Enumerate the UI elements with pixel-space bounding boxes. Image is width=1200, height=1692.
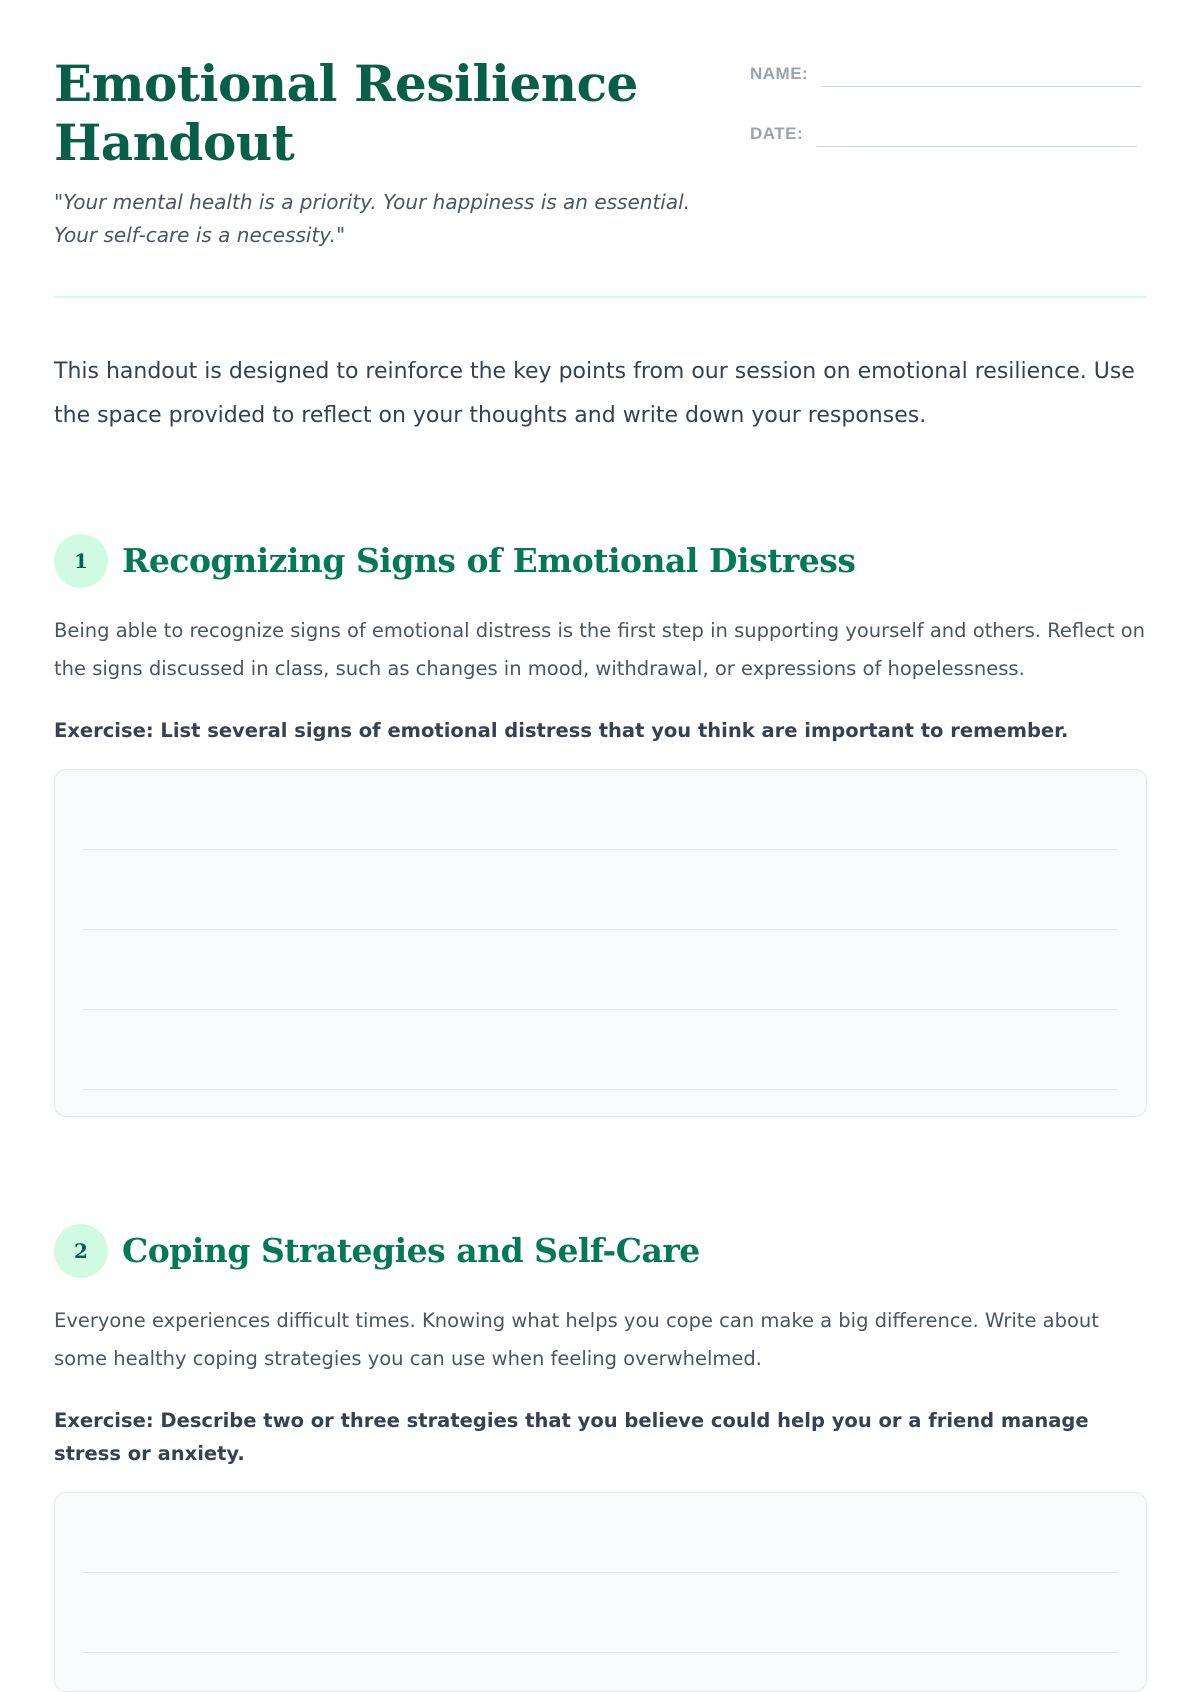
intro-paragraph: This handout is designed to reinforce the key points from our session on emotional resilience. Use the space provided to reflect on your thoughts and write down your responses.: [54, 359, 1135, 428]
writing-line: [83, 1010, 1118, 1090]
writing-line: [83, 770, 1118, 850]
answer-box[interactable]: [54, 1492, 1147, 1692]
name-field[interactable]: [750, 60, 1142, 87]
exercise-prompt: Exercise: Describe two or three strategies that you believe could help you or a friend manage stress or anxiety.: [54, 1409, 1089, 1465]
name-label: NAME:: [750, 64, 809, 83]
name-input-line[interactable]: [822, 60, 1142, 87]
header-quote: [54, 186, 754, 252]
handout-header: [54, 0, 1147, 298]
section-number-badge: 1: [54, 534, 108, 588]
section-heading: [54, 1224, 1147, 1278]
section-description: Being able to recognize signs of emotional distress is the first step in supporting yourself and others. Reflect on the signs discussed in class, such as changes in mood, withdrawal, or expressions of hopelessness.: [54, 619, 1146, 680]
exercise-prompt: Exercise: List several signs of emotional distress that you think are important to remember.: [54, 719, 1069, 742]
handout-page: [54, 0, 1147, 1465]
page-title: Emotional Resilience Handout: [54, 54, 638, 172]
section-heading: [54, 534, 1147, 588]
date-field[interactable]: [750, 120, 1137, 147]
writing-line: [83, 1493, 1118, 1573]
quote-line-2: Your self-care is a necessity.": [54, 223, 346, 247]
section-title: Coping Strategies and Self-Care: [122, 1231, 700, 1270]
answer-box[interactable]: [54, 769, 1147, 1117]
section-description: Everyone experiences difficult times. Knowing what helps you cope can make a big difference. Write about some healthy coping strategies you can use when feeling overwhelmed.: [54, 1309, 1099, 1370]
section-recognizing-signs: [54, 534, 1147, 1117]
section-title: Recognizing Signs of Emotional Distress: [122, 541, 856, 580]
section-number-badge: 2: [54, 1224, 108, 1278]
date-input-line[interactable]: [817, 120, 1137, 147]
section-coping-strategies: [54, 1224, 1147, 1692]
writing-line: [83, 850, 1118, 930]
quote-line-1: "Your mental health is a priority. Your happiness is an essential.: [54, 190, 691, 214]
writing-line: [83, 930, 1118, 1010]
writing-line: [83, 1573, 1118, 1653]
date-label: DATE:: [750, 124, 804, 143]
